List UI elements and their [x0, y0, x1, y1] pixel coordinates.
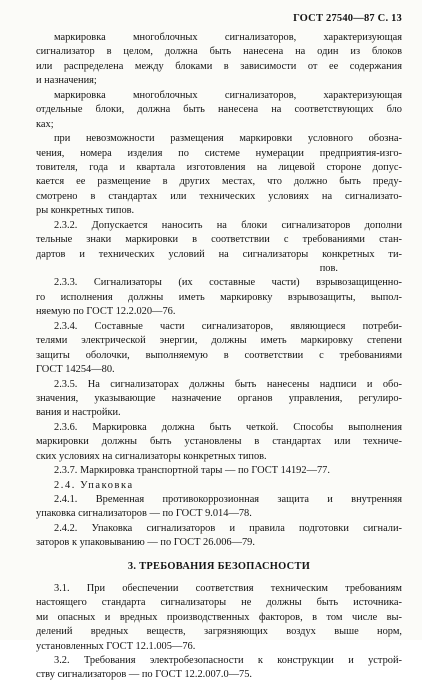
clause-2-3-4: [36, 320, 402, 378]
clause-2-4-1: [36, 493, 402, 522]
text-line: или распределена между блоками в зависимости от ее содержания: [36, 60, 402, 72]
text-line: ми опасных и вредных производственных факторов, в том числе вы-: [36, 611, 402, 623]
text-line: 2.3.6. Маркировка должна быть четкой. Способы выполнения: [54, 421, 402, 433]
text-line: 2.3.3. Сигнализаторы (их составные части) взрывозащищенно-: [54, 277, 402, 289]
clause-2-4-2: [36, 522, 402, 551]
text-line: дартов и технических условий на сигнализаторы конкретных ти-: [36, 248, 402, 260]
clause-2-3-3: [36, 276, 402, 319]
text-line: телями электрической энергии, должны иметь маркировку степени: [36, 335, 402, 347]
clause-2-3-7: [36, 464, 402, 478]
subsection-heading-packaging: 2.4. Упаковка: [54, 479, 134, 491]
clause-3-1: [36, 582, 402, 654]
text-line: 2.4.2. Упаковка сигнализаторов и правила подготовки сигнали-: [54, 522, 402, 534]
clause-2-3-2: [36, 219, 402, 277]
text-line: маркировка многоблочных сигнализаторов, характеризующая: [54, 32, 402, 43]
page-header: ГОСТ 27540—87 С. 13: [293, 13, 402, 24]
text-line: маркировки должны быть установлены в стандартах или техниче-: [36, 436, 402, 448]
clause-2-4: [36, 479, 402, 493]
text-line: смотрено в стандартах или технических условиях на сигнализато-: [36, 190, 402, 202]
paragraph-marking-blocks: [36, 89, 402, 132]
text-line: 2.3.2. Допускается наносить на блоки сигнализаторов дополни: [54, 219, 402, 231]
text-line: настоящего стандарта сигнализаторы не должны быть источника-: [36, 597, 402, 609]
text-line: упаковка сигнализаторов — по ГОСТ 9.014—78.: [36, 508, 252, 520]
text-line: 3.2. Требования электробезопасности к конструкции и устрой-: [54, 654, 402, 666]
text-line: и назначения;: [36, 75, 97, 87]
text-line: маркировка многоблочных сигнализаторов, характеризующая: [54, 89, 402, 101]
text-line: заторов к упаковыванию — по ГОСТ 26.006—79.: [36, 537, 255, 549]
text-line: чения, номера изделия по системе нумерации предприятия-изго-: [36, 147, 402, 159]
text-line: значения, указывающие назначение органов управления, регулиро-: [36, 392, 402, 404]
text-line: 3.1. При обеспечении соответствия техническим требованиям: [54, 582, 402, 594]
paragraph-marking-whole: [36, 31, 402, 89]
text-line: товителя, года и квартала изготовления на лицевой стороне допус-: [36, 161, 402, 173]
clause-2-3-5: [36, 378, 402, 421]
text-line: отдельные блоки, должна быть нанесена на соответствующих бло: [36, 104, 402, 116]
text-line: го исполнения должны иметь маркировку взрывозащиты, выпол-: [36, 291, 402, 303]
page-body: [36, 31, 402, 683]
paragraph-marking-placement: [36, 132, 402, 219]
text-line: 2.3.4. Составные части сигнализаторов, являющиеся потреби-: [54, 320, 402, 332]
text-line: вания и настройки.: [36, 407, 121, 419]
text-line: ках;: [36, 118, 54, 130]
section-3-title: 3. ТРЕБОВАНИЯ БЕЗОПАСНОСТИ: [127, 560, 311, 572]
text-line: установленных ГОСТ 12.1.005—76.: [36, 640, 196, 652]
text-line: няемую по ГОСТ 12.2.020—76.: [36, 306, 176, 318]
text-line: пов.: [319, 263, 338, 274]
text-line: ству сигнализаторов — по ГОСТ 12.2.007.0—75.: [36, 669, 253, 681]
text-line: сигнализатор в целом, должна быть нанесена на один из блоков: [36, 46, 402, 58]
text-line: ских условиях на сигнализаторы конкретных типов.: [36, 450, 267, 462]
text-line: ры конкретных типов.: [36, 205, 135, 217]
text-line: при невозможности размещения маркировки условного обозна-: [54, 133, 402, 145]
text-line: ГОСТ 14254—80.: [36, 364, 115, 376]
text-line: защиты оболочки, выполняемую в соответствии с требованиями: [36, 349, 402, 361]
clause-3-2: [36, 654, 402, 683]
text-line: 2.3.5. На сигнализаторах должны быть нанесены надписи и обо-: [54, 378, 402, 390]
text-line: делений вредных веществ, загрязняющих воздух выше норм,: [36, 626, 402, 638]
text-line: 2.3.7. Маркировка транспортной тары — по ГОСТ 14192—77.: [54, 465, 330, 477]
clause-2-3-6: [36, 421, 402, 464]
text-line: 2.4.1. Временная противокоррозионная защита и внутренняя: [54, 494, 402, 505]
text-line: кается ее размещение в других местах, что должно быть преду-: [36, 176, 402, 188]
text-line: тельные знаки маркировки в соответствии с требованиями стан-: [36, 234, 402, 246]
